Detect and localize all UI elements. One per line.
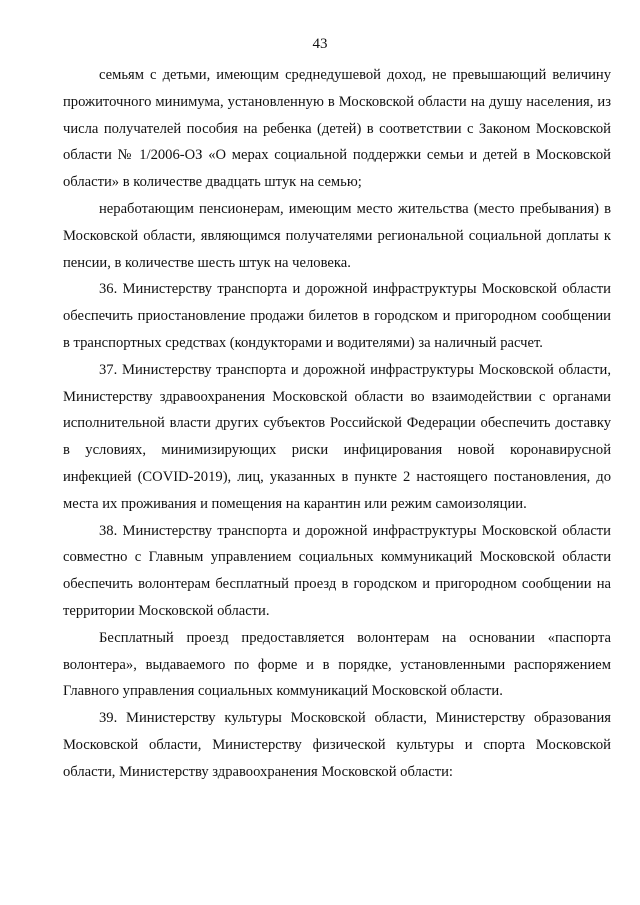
paragraph-item-36: 36. Министерству транспорта и дорожной инфраструктуры Московской области обеспечить приостановление продажи билетов в городском и пригородном сообщении в транспортных средствах (кондукторами и водителями) за наличный расчет. (63, 281, 611, 351)
page-number: 43 (312, 36, 328, 52)
paragraph-item-39: 39. Министерству культуры Московской области, Министерству образования Московской области, Министерству физической культуры и спорта Московской области, Министерству здравоохранения Московской области: (63, 710, 611, 780)
paragraph: неработающим пенсионерам, имеющим место жительства (место пребывания) в Московской области, являющимся получателями региональной социальной доплаты к пенсии, в количестве шесть штук на человека. (63, 200, 611, 271)
paragraph: семьям с детьми, имеющим среднедушевой доход, не превышающий величину прожиточного минимума, установленную в Московской области на душу населения, из числа получателей пособия на ребенка (детей) в соответствии с Законом Московской области № 1/2006-ОЗ «О мерах социальной поддержки семьи и детей в Московской области» в количестве двадцать штук на семью; (63, 67, 611, 191)
paragraph-item-37: 37. Министерству транспорта и дорожной инфраструктуры Московской области, Министерству здравоохранения Московской области во взаимодействии с органами исполнительной власти других субъектов Российской Федерации обеспечить доставку в условиях, минимизирующих риски инфицирования новой коронавирусной инфекцией (COVID-2019), лиц, указанных в пункте 2 настоящего постановления, до места их проживания и помещения на карантин или режим самоизоляции. (63, 361, 611, 512)
paragraph-item-38: 38. Министерству транспорта и дорожной инфраструктуры Московской области совместно с Главным управлением социальных коммуникаций Московской области обеспечить волонтерам бесплатный проезд в городском и пригородном сообщении на территории Московской области. (63, 522, 611, 619)
paragraph: Бесплатный проезд предоставляется волонтерам на основании «паспорта волонтера», выдаваемого по форме и в порядке, установленными распоряжением Главного управления социальных коммуникаций Московской области. (63, 629, 611, 700)
document-body (63, 62, 611, 786)
